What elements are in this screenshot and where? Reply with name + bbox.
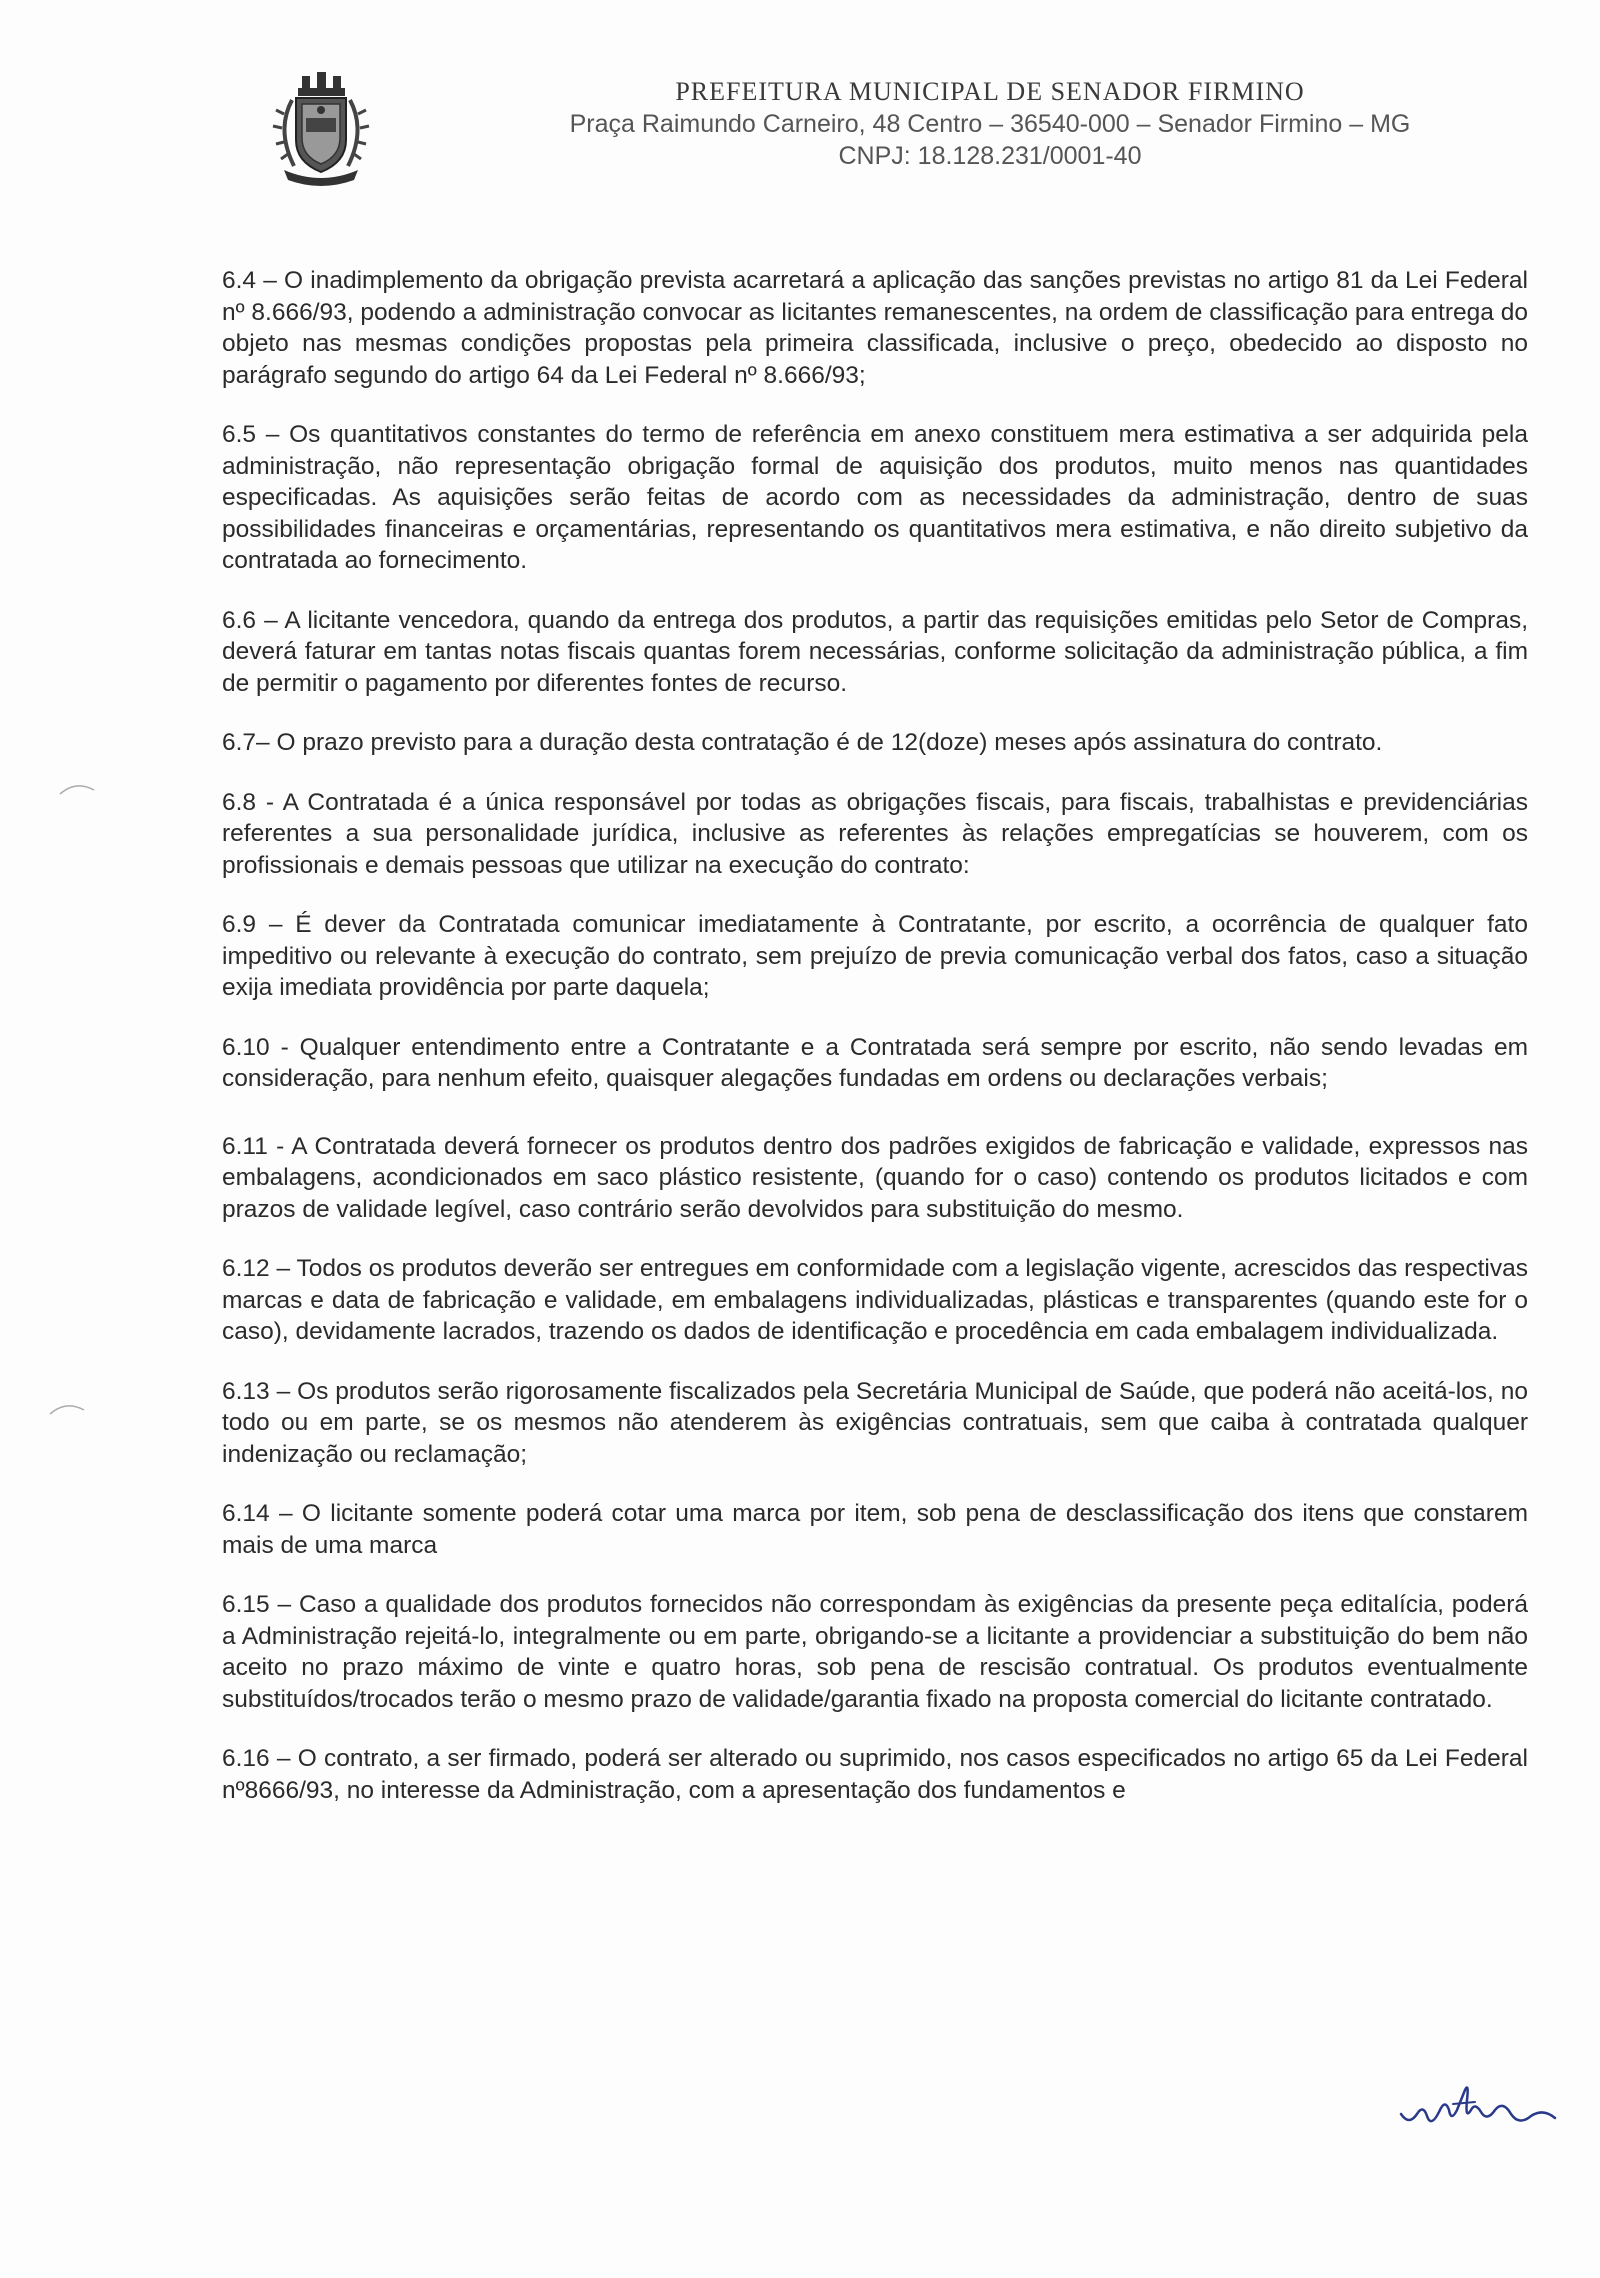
clause-6-15: 6.15 – Caso a qualidade dos produtos fornecidos não correspondam às exigências da presente peça editalícia, poderá a Administração rejeitá-lo, integralmente ou em parte, obrigando-se a licitante a providenciar a substituição do bem não aceito no prazo máximo de vinte e quatro horas, sob pena de rescisão contratual. Os produtos eventualmente substituídos/trocados terão o mesmo prazo de validade/garantia fixado na proposta comercial do licitante contratado. — [222, 1591, 1528, 1713]
clause-6-16: 6.16 – O contrato, a ser firmado, poderá ser alterado ou suprimido, nos casos especificados no artigo 65 da Lei Federal nº8666/93, no interesse da Administração, com a apresentação dos fundamentos e — [222, 1745, 1528, 1804]
clause-6-6: 6.6 – A licitante vencedora, quando da entrega dos produtos, a partir das requisições emitidas pelo Setor de Compras, deverá faturar em tantas notas fiscais quantas forem necessárias, conforme solicitação da administração pública, a fim de permitir o pagamento por diferentes fontes de recurso. — [222, 606, 1528, 697]
clause-6-14: 6.14 – O licitante somente poderá cotar uma marca por item, sob pena de desclassificação dos itens que constarem mais de uma marca — [222, 1500, 1528, 1559]
municipal-coat-of-arms-icon — [262, 70, 380, 190]
clause-6-11: 6.11 - A Contratada deverá fornecer os produtos dentro dos padrões exigidos de fabricação e validade, expressos nas embalagens, acondicionados em saco plástico resistente, (quando for o caso) contendo os produtos licitados e com prazos de validade legível, caso contrário serão devolvidos para substituição do mesmo. — [222, 1132, 1528, 1223]
clause-6-9: 6.9 – É dever da Contratada comunicar imediatamente à Contratante, por escrito, a ocorrência de qualquer fato impeditivo ou relevante à execução do contrato, sem prejuízo de previa comunicação verbal dos fatos, caso a situação exija imediata providência por parte daquela; — [222, 911, 1528, 1001]
letterhead-text — [480, 76, 1500, 172]
contract-clauses — [222, 265, 1528, 1834]
clause-6-13: 6.13 – Os produtos serão rigorosamente fiscalizados pela Secretária Municipal de Saúde, que poderá não aceitá-los, no todo ou em parte, se os mesmos não atenderem às exigências contratuais, sem que caiba à contratada qualquer indenização ou reclamação; — [222, 1377, 1528, 1468]
organization-address: Praça Raimundo Carneiro, 48 Centro – 36540-000 – Senador Firmino – MG — [569, 110, 1411, 138]
clause-6-8: 6.8 - A Contratada é a única responsável por todas as obrigações fiscais, para fiscais, trabalhistas e previdenciárias referentes a sua personalidade jurídica, inclusive as referentes às relações empregatícias se houverem, com os profissionais e demais pessoas que utilizar na execução do contrato: — [222, 788, 1528, 879]
margin-mark — [48, 1398, 88, 1418]
organization-cnpj: CNPJ: 18.128.231/0001-40 — [838, 142, 1142, 170]
organization-name: PREFEITURA MUNICIPAL DE SENADOR FIRMINO — [675, 77, 1305, 106]
clause-6-4: 6.4 – O inadimplemento da obrigação prevista acarretará a aplicação das sanções previstas no artigo 81 da Lei Federal nº 8.666/93, podendo a administração convocar as licitantes remanescentes, na ordem de classificação para entrega do objeto nas mesmas condições propostas pela primeira classificada, inclusive o preço, obedecido ao disposto no parágrafo segundo do artigo 64 da Lei Federal nº 8.666/93; — [222, 267, 1528, 389]
clause-6-5: 6.5 – Os quantitativos constantes do termo de referência em anexo constituem mera estimativa a ser adquirida pela administração, não representação obrigação formal de aquisição dos produtos, muito menos nas quantidades especificadas. As aquisições serão feitas de acordo com as necessidades da administração, dentro de suas possibilidades financeiras e orçamentárias, representando os quantitativos mera estimativa, e não direito subjetivo da contratada ao fornecimento. — [222, 421, 1528, 574]
letterhead — [270, 70, 1510, 180]
clause-6-10: 6.10 - Qualquer entendimento entre a Contratante e a Contratada será sempre por escrito, não sendo levadas em consideração, para nenhum efeito, quaisquer alegações fundadas em ordens ou declarações verbais; — [222, 1033, 1528, 1092]
margin-mark — [58, 778, 98, 798]
clause-6-12: 6.12 – Todos os produtos deverão ser entregues em conformidade com a legislação vigente, acrescidos das respectivas marcas e data de fabricação e validade, em embalagens individualizadas, plásticas e transparentes (quando este for o caso), devidamente lacrados, trazendo os dados de identificação e procedência em cada embalagem individualizada. — [222, 1255, 1528, 1345]
clause-6-7: 6.7– O prazo previsto para a duração desta contratação é de 12(doze) meses após assinatura do contrato. — [222, 729, 1383, 756]
handwritten-initials-icon — [1395, 2080, 1565, 2140]
